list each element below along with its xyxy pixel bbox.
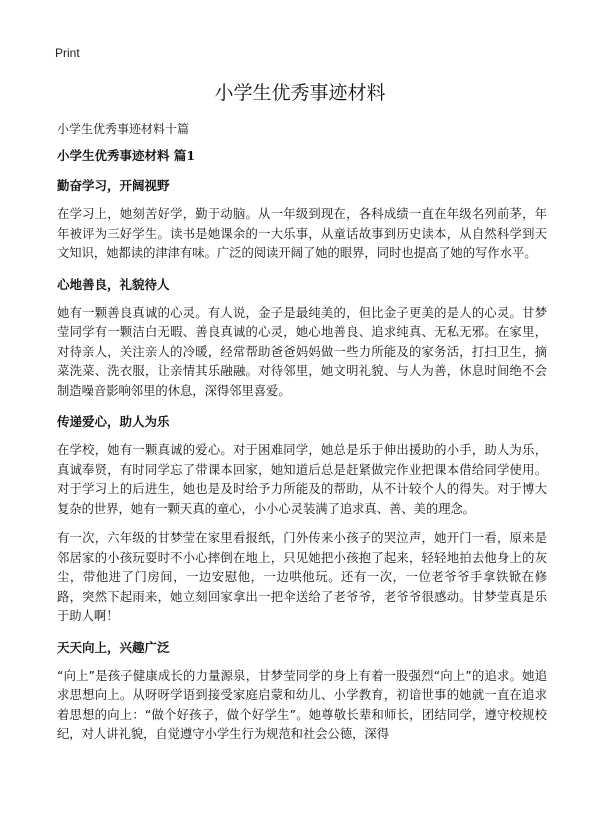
section-paragraph: 有一次，六年级的甘梦莹在家里看报纸，门外传来小孩子的哭泣声，她开门一看，原来是邻居家的小孩玩耍时不小心摔倒在地上，只见她把小孩抱了起来，轻轻地拍去他身上的灰尘，带他进了门房间，一边安慰他，一边哄他玩。还有一次，一位老爷爷手拿铁锨在修路，突然下起雨来，她立刻回家拿出一把伞送给了老爷爷，老爷爷很感动。甘梦莹真是乐于助人啊！: [57, 531, 547, 623]
section-paragraph: “向上”是孩子健康成长的力量源泉，甘梦莹同学的身上有着一股强烈“向上”的追求。她追求思想向上。从呀呀学语到接受家庭启蒙和幼儿、小学教育，初谙世事的她就一直在追求着思想的向上：“做个好孩子，做个好学生”。她尊敬长辈和师长，团结同学，遵守校规校纪，对人讲礼貌，自觉遵守小学生行为规范和社会公德，深得: [57, 668, 547, 741]
section-heading: 传递爱心，助人为乐: [57, 414, 170, 429]
section-paragraph: 她有一颗善良真诚的心灵。有人说，金子是最纯美的，但比金子更美的是人的心灵。甘梦莹同学有一颗洁白无暇、善良真诚的心灵，她心地善良、追求纯真、无私无邪。在家里，对待亲人，关注亲人的冷暖，经常帮助爸爸妈妈做一些力所能及的家务活，打扫卫生，摘菜洗菜、洗衣服，让亲情其乐融融。对待邻里，她文明礼貌、与人为善，休息时间绝不会制造噪音影响邻里的休息，深得邻里喜爱。: [57, 305, 547, 398]
print-link[interactable]: Print: [55, 46, 80, 60]
section-paragraph: 在学校，她有一颗真诚的爱心。对于困难同学，她总是乐于伸出援助的小手，助人为乐，真诚奉贤，有时同学忘了带课本回家，她知道后总是赶紧做完作业把课本借给同学使用。对于学习上的后进生，她也是及时给予力所能及的帮助，从不计较个人的得失。对于博大复杂的世界，她有一颗天真的童心，小小心灵装满了追求真、善、美的理念。: [57, 443, 547, 516]
section-heading: 勤奋学习，开阔视野: [57, 178, 170, 193]
section-paragraph: 在学习上，她刻苦好学，勤于动脑。从一年级到现在，各科成绩一直在年级名列前茅，年年被评为三好学生。读书是她课余的一大乐事，从童话故事到历史读本，从自然科学到天文知识，她都读的津津有味。广泛的阅读开阔了她的眼界，同时也提高了她的写作水平。: [57, 207, 547, 260]
document-subtitle: 小学生优秀事迹材料十篇: [57, 122, 190, 136]
section-heading: 心地善良，礼貌待人: [57, 276, 170, 292]
page-title: 小学生优秀事迹材料: [214, 82, 386, 104]
section-heading: 天天向上，兴趣广泛: [57, 639, 170, 655]
article-body: [57, 147, 547, 755]
article-heading: 小学生优秀事迹材料 篇1: [57, 148, 196, 163]
